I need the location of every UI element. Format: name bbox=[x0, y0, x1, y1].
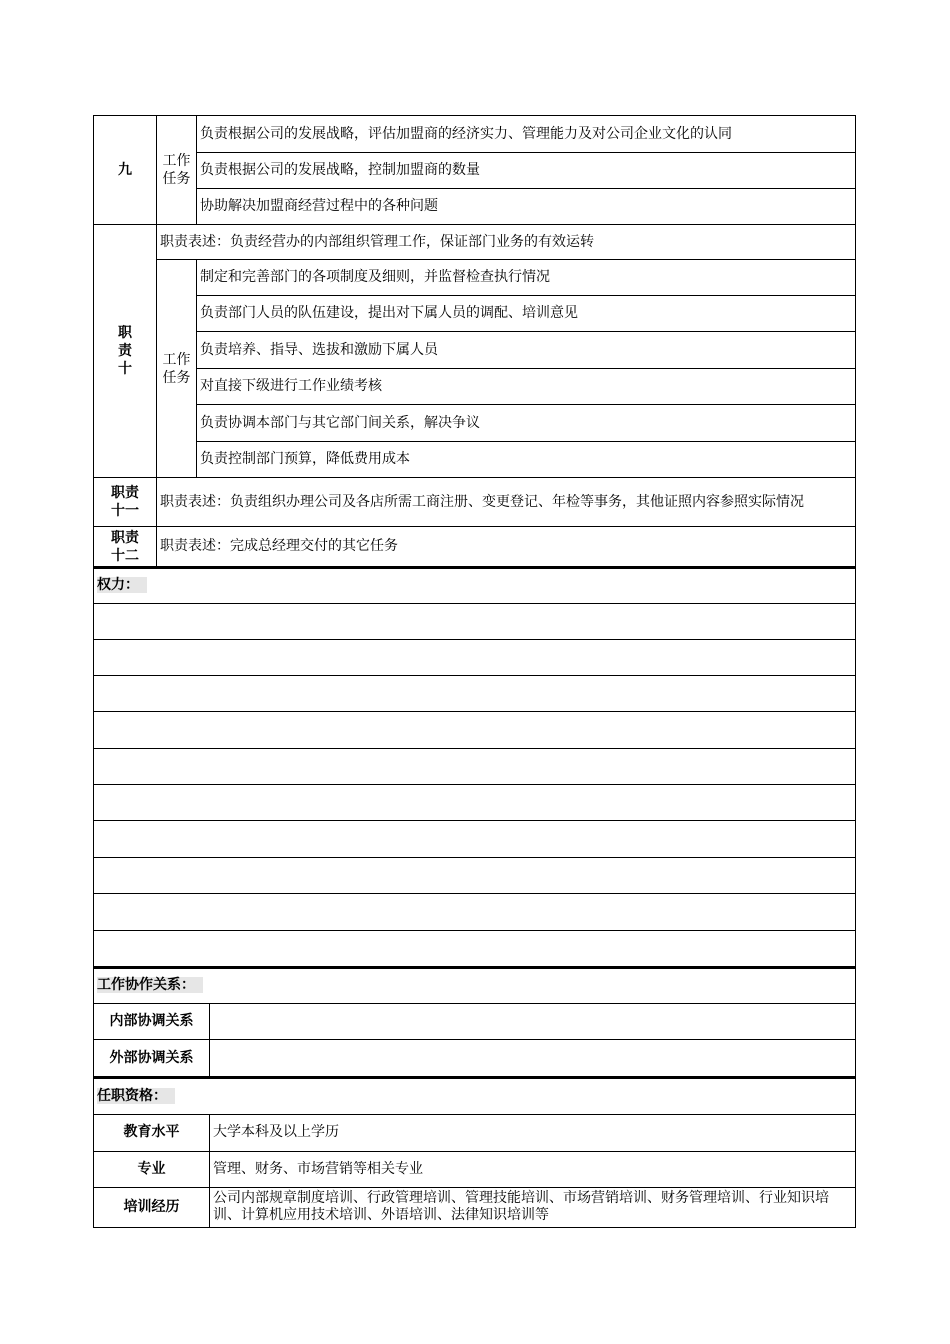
education-label: 教育水平 bbox=[94, 1114, 210, 1151]
major-value: 管理、财务、市场营销等相关专业 bbox=[210, 1151, 856, 1187]
education-row bbox=[94, 1114, 856, 1151]
authority-blank-row[interactable] bbox=[94, 857, 856, 893]
duty12-label-line1: 职责 bbox=[111, 529, 139, 546]
duty9-task-1: 负责根据公司的发展战略，评估加盟商的经济实力、管理能力及对公司企业文化的认同 bbox=[197, 116, 856, 153]
authority-blank-row[interactable] bbox=[94, 603, 856, 639]
duty10-sublabel-line2: 任务 bbox=[162, 369, 191, 386]
job-description-document bbox=[93, 115, 856, 1228]
duty9-row-1 bbox=[94, 116, 856, 153]
duty9-sublabel-line2: 任务 bbox=[162, 171, 191, 187]
duty10-row-5 bbox=[94, 405, 856, 442]
authority-blank-row[interactable] bbox=[94, 784, 856, 820]
duty11-label-line2: 十一 bbox=[111, 503, 139, 519]
training-label: 培训经历 bbox=[94, 1187, 210, 1227]
duty10-statement: 职责表述：负责经营办的内部组织管理工作，保证部门业务的有效运转 bbox=[157, 225, 856, 260]
authority-title: 权力： bbox=[97, 577, 147, 593]
duty10-row-3 bbox=[94, 332, 856, 369]
duty10-row-6 bbox=[94, 442, 856, 478]
collaboration-title: 工作协作关系： bbox=[97, 977, 203, 993]
major-row bbox=[94, 1151, 856, 1187]
qualifications-title: 任职资格： bbox=[97, 1088, 175, 1104]
external-coordination-value[interactable] bbox=[210, 1040, 856, 1077]
duty10-task-6: 负责控制部门预算，降低费用成本 bbox=[197, 442, 856, 478]
duty10-task-5: 负责协调本部门与其它部门间关系，解决争议 bbox=[197, 405, 856, 442]
authority-table bbox=[93, 567, 856, 967]
authority-blank-row[interactable] bbox=[94, 639, 856, 675]
duty10-sublabel bbox=[157, 260, 197, 478]
major-label: 专业 bbox=[94, 1151, 210, 1187]
authority-blank-row[interactable] bbox=[94, 930, 856, 966]
duty12-label bbox=[94, 527, 157, 567]
duty10-label bbox=[94, 225, 157, 478]
duty9-task-2: 负责根据公司的发展战略，控制加盟商的数量 bbox=[197, 153, 856, 189]
duty9-row-3 bbox=[94, 189, 856, 225]
internal-coordination-row bbox=[94, 1004, 856, 1040]
duty10-row-4 bbox=[94, 369, 856, 405]
duty10-label-line2: 责 bbox=[118, 343, 132, 359]
external-coordination-label: 外部协调关系 bbox=[94, 1040, 210, 1077]
authority-blank-row[interactable] bbox=[94, 711, 856, 748]
collaboration-title-cell bbox=[94, 968, 856, 1004]
qualifications-table bbox=[93, 1077, 856, 1228]
training-value: 公司内部规章制度培训、行政管理培训、管理技能培训、市场营销培训、财务管理培训、行业知识培训、计算机应用技术培训、外语培训、法律知识培训等 bbox=[210, 1187, 856, 1227]
duty9-sublabel-line1: 工作 bbox=[162, 153, 191, 169]
duties-table bbox=[93, 115, 856, 567]
authority-blank-row[interactable] bbox=[94, 675, 856, 711]
education-value: 大学本科及以上学历 bbox=[210, 1114, 856, 1151]
duty11-label-line1: 职责 bbox=[111, 485, 139, 501]
duty12-statement: 职责表述：完成总经理交付的其它任务 bbox=[157, 527, 856, 567]
internal-coordination-value[interactable] bbox=[210, 1004, 856, 1040]
duty10-row-2 bbox=[94, 296, 856, 332]
duty10-task-1: 制定和完善部门的各项制度及细则，并监督检查执行情况 bbox=[197, 260, 856, 296]
duty10-sublabel-line1: 工作 bbox=[162, 351, 191, 368]
external-coordination-row bbox=[94, 1040, 856, 1077]
qualifications-title-cell bbox=[94, 1078, 856, 1114]
duty11-label bbox=[94, 478, 157, 527]
duty11-statement: 职责表述：负责组织办理公司及各店所需工商注册、变更登记、年检等事务，其他证照内容参照实际情况 bbox=[157, 478, 856, 527]
duty9-label: 九 bbox=[94, 116, 157, 225]
duty10-label-line1: 职 bbox=[118, 325, 132, 341]
duty10-row-1 bbox=[94, 260, 856, 296]
collaboration-table bbox=[93, 967, 856, 1078]
authority-blank-row[interactable] bbox=[94, 748, 856, 784]
duty10-task-4: 对直接下级进行工作业绩考核 bbox=[197, 369, 856, 405]
authority-title-cell bbox=[94, 568, 856, 603]
training-row bbox=[94, 1187, 856, 1227]
duty12-row bbox=[94, 527, 856, 567]
duty9-row-2 bbox=[94, 153, 856, 189]
duty9-sublabel bbox=[157, 116, 197, 225]
internal-coordination-label: 内部协调关系 bbox=[94, 1004, 210, 1040]
duty10-task-2: 负责部门人员的队伍建设，提出对下属人员的调配、培训意见 bbox=[197, 296, 856, 332]
duty10-task-3: 负责培养、指导、选拔和激励下属人员 bbox=[197, 332, 856, 369]
duty9-task-3: 协助解决加盟商经营过程中的各种问题 bbox=[197, 189, 856, 225]
duty10-label-line3: 十 bbox=[118, 361, 132, 377]
duty10-row-statement bbox=[94, 225, 856, 260]
authority-blank-row[interactable] bbox=[94, 820, 856, 857]
duty12-label-line2: 十二 bbox=[111, 547, 139, 564]
duty11-row bbox=[94, 478, 856, 527]
authority-blank-row[interactable] bbox=[94, 893, 856, 930]
